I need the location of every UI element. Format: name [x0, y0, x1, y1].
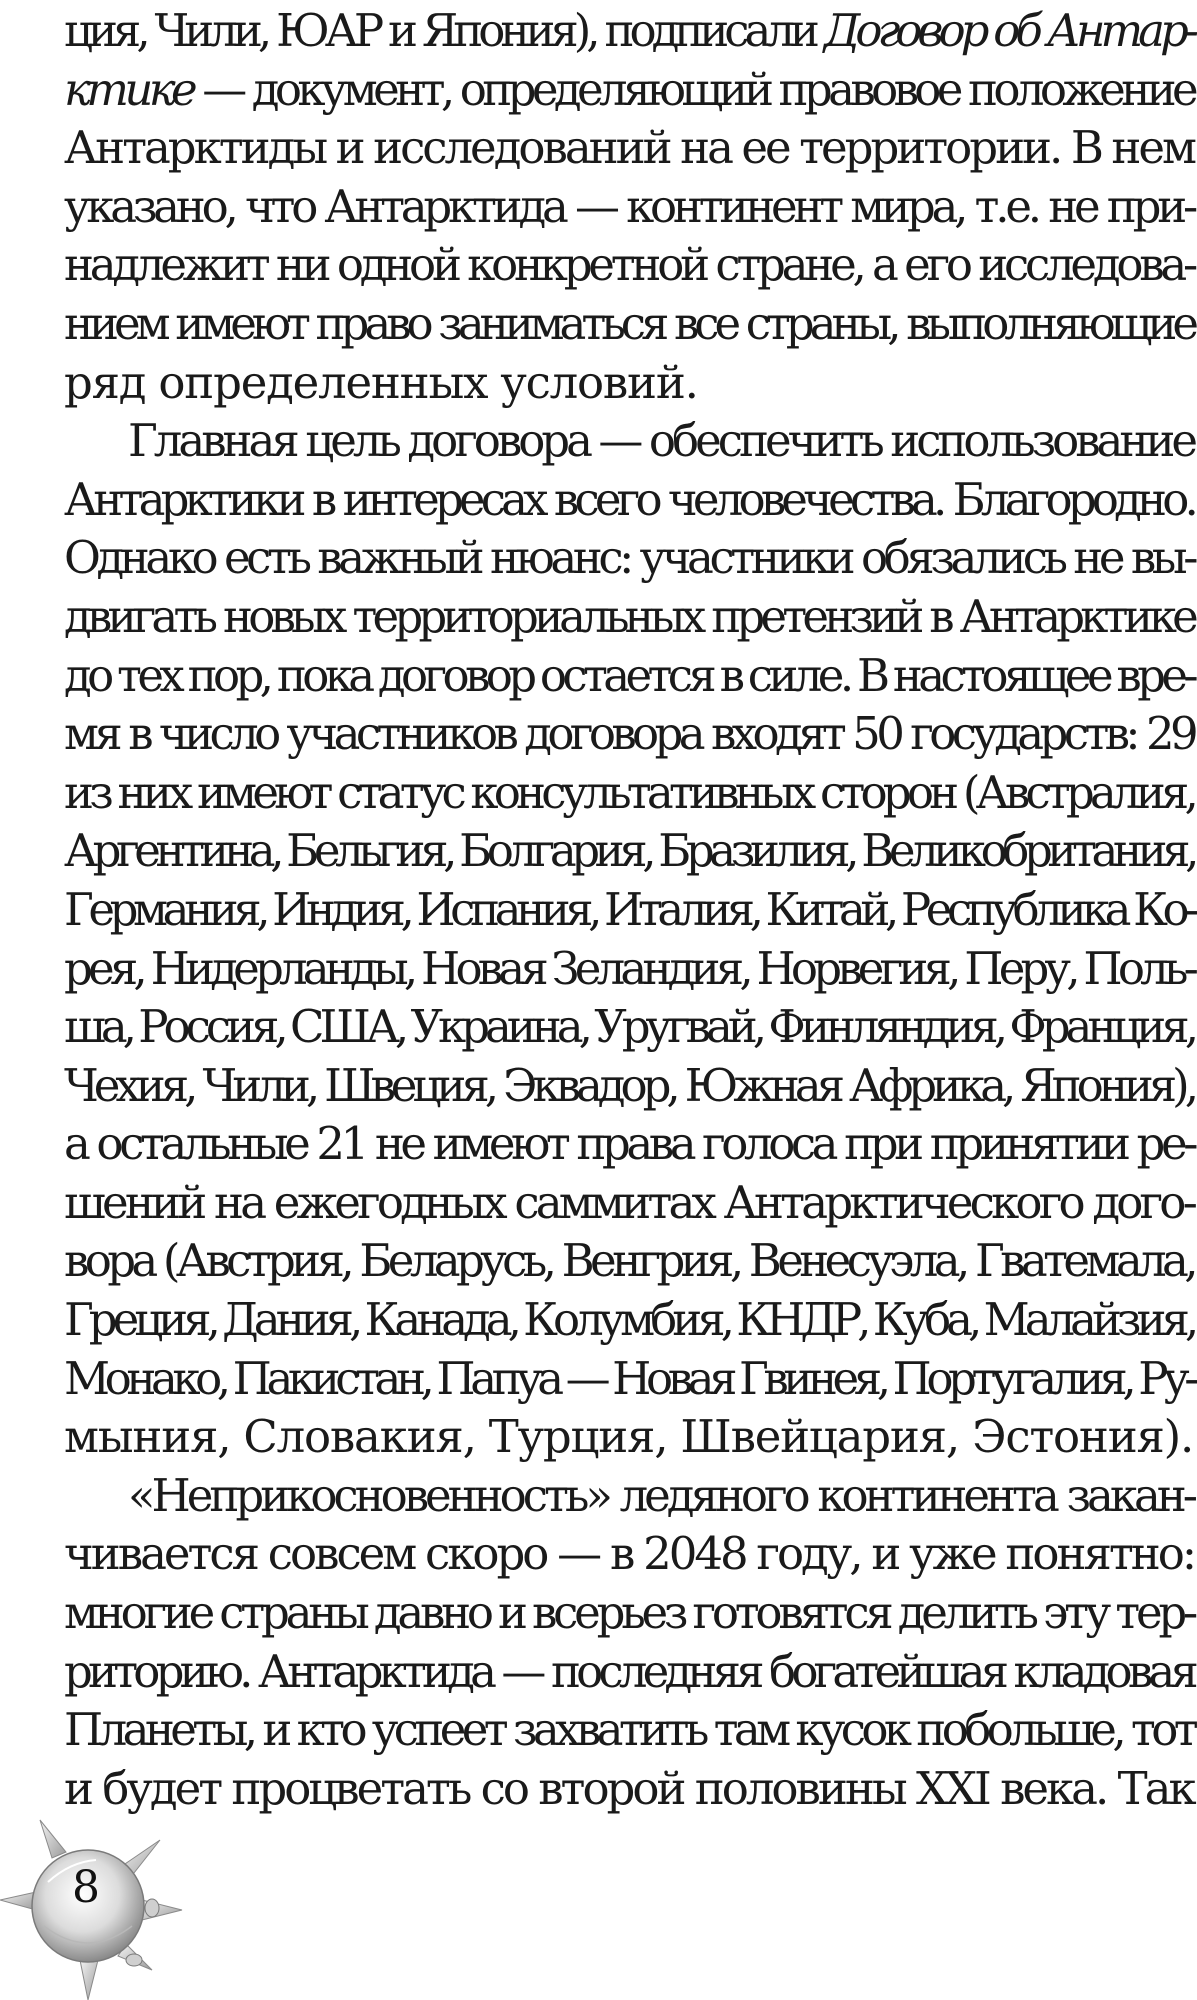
text-segment: рея, Нидерланды, Новая Зеландия, Норвегия, Перу, Поль-	[64, 941, 1194, 995]
text-segment: Аргентина, Бельгия, Болгария, Бразилия, Великобритания,	[64, 824, 1194, 878]
text-line	[64, 1232, 1194, 1291]
text-segment: вора (Австрия, Беларусь, Венгрия, Венесуэла, Гватемала,	[64, 1234, 1194, 1288]
text-line	[64, 1760, 1194, 1819]
text-line	[64, 295, 1194, 354]
text-segment: Монако, Пакистан, Папуа — Новая Гвинея, Португалия, Ру-	[64, 1351, 1194, 1405]
text-line	[64, 1701, 1194, 1760]
text-line	[64, 998, 1194, 1057]
text-segment: Планеты, и кто успеет захватить там кусок побольше, тот	[64, 1703, 1194, 1757]
text-segment: чивается совсем скоро — в 2048 году, и уже понятно:	[64, 1527, 1194, 1581]
text-line	[64, 588, 1194, 647]
text-line	[64, 1057, 1194, 1116]
text-segment: Однако есть важный нюанс: участники обязались не вы-	[64, 531, 1194, 585]
text-line	[64, 1408, 1194, 1467]
text-line	[64, 2, 1194, 61]
italic-text-segment: Договор об Антар-	[823, 4, 1194, 57]
text-line	[64, 178, 1194, 237]
text-line	[64, 1643, 1194, 1702]
text-line	[64, 61, 1194, 120]
text-segment: Германия, Индия, Испания, Италия, Китай, Республика Ко-	[64, 882, 1194, 936]
italic-text-segment: ктике	[64, 62, 194, 116]
text-segment: надлежит ни одной конкретной стране, а его исследова-	[64, 238, 1194, 292]
text-segment: Антарктики в интересах всего человечества. Благородно.	[64, 472, 1194, 526]
text-line	[64, 471, 1194, 530]
text-segment: риторию. Антарктида — последняя богатейшая кладовая	[64, 1644, 1194, 1698]
text-segment: Антарктиды и исследований на ее территории. В нем	[64, 121, 1194, 175]
text-line	[64, 1350, 1194, 1409]
text-line	[64, 1115, 1194, 1174]
text-segment: и будет процветать со второй половины XXI века. Так	[64, 1761, 1194, 1815]
text-segment: ряд определенных условий.	[64, 355, 698, 409]
text-segment: мыния, Словакия, Турция, Швейцария, Эстония).	[64, 1410, 1194, 1464]
text-line	[64, 764, 1194, 823]
text-line	[64, 529, 1194, 588]
text-segment: двигать новых территориальных претензий в Антарктике	[64, 589, 1194, 643]
text-segment: Греция, Дания, Канада, Колумбия, КНДР, Куба, Малайзия,	[64, 1293, 1195, 1347]
text-segment: мя в число участников договора входят 50 государств: 29	[64, 707, 1194, 761]
text-segment: Главная цель договора — обеспечить использование	[128, 414, 1194, 468]
text-segment: до тех пор, пока договор остается в силе. В настоящее вре-	[64, 648, 1194, 702]
body-text	[64, 2, 1194, 1818]
text-segment: а остальные 21 не имеют права голоса при принятии ре-	[64, 1117, 1194, 1171]
text-line	[64, 1467, 1194, 1526]
text-segment: Чехия, Чили, Швеция, Эквадор, Южная Африка, Япония),	[64, 1058, 1194, 1112]
text-line	[64, 940, 1194, 999]
text-segment: многие страны давно и всерьез готовятся делить эту тер-	[64, 1586, 1194, 1640]
text-line	[64, 822, 1194, 881]
text-segment: ша, Россия, США, Украина, Уругвай, Финляндия, Франция,	[64, 1000, 1194, 1054]
text-line	[64, 881, 1194, 940]
text-segment: нием имеют право заниматься все страны, выполняющие	[64, 296, 1194, 350]
page-number: 8	[72, 1862, 100, 1913]
text-segment: «Неприкосновенность» ледяного континента закан-	[128, 1468, 1194, 1522]
text-line	[64, 1584, 1194, 1643]
text-segment: из них имеют статус консультативных сторон (Австралия,	[64, 765, 1194, 819]
text-segment: шений на ежегодных саммитах Антарктического дого-	[64, 1175, 1194, 1229]
text-line	[64, 412, 1194, 471]
text-line	[64, 236, 1194, 295]
text-segment: — документ, определяющий правовое положение	[193, 62, 1194, 116]
text-line	[64, 1174, 1194, 1233]
text-line	[64, 354, 1194, 413]
text-line	[64, 705, 1194, 764]
text-segment: ция, Чили, ЮАР и Япония), подписали	[64, 4, 824, 57]
text-line	[64, 1291, 1194, 1350]
text-line	[64, 1525, 1194, 1584]
text-line	[64, 119, 1194, 178]
text-segment: указано, что Антарктида — континент мира, т.е. не при-	[64, 179, 1194, 233]
text-line	[64, 647, 1194, 706]
